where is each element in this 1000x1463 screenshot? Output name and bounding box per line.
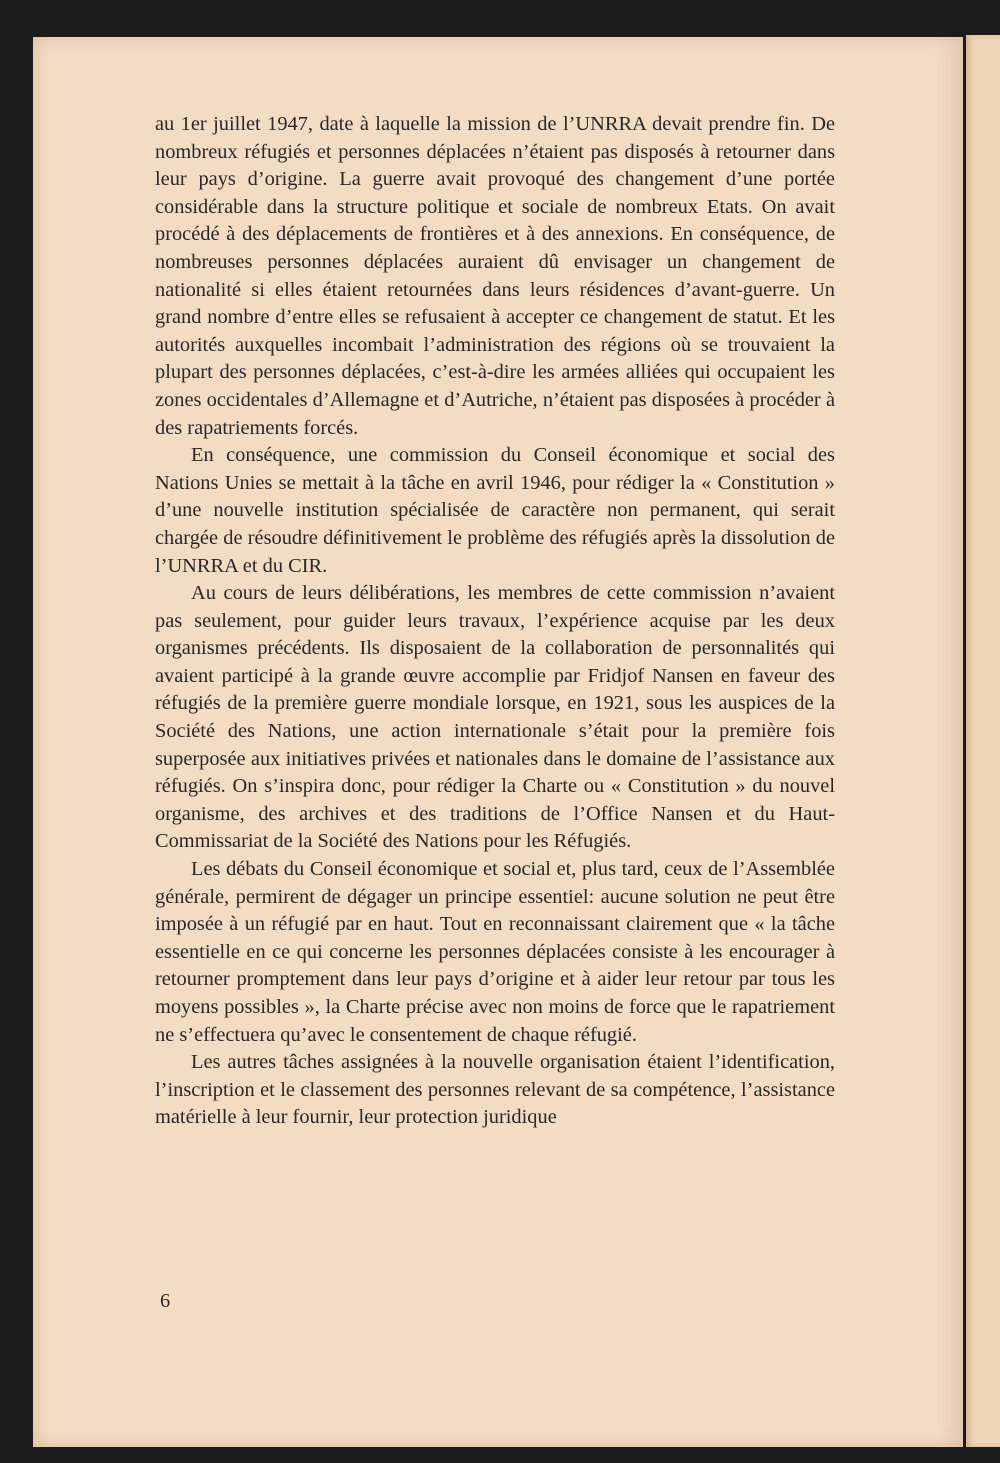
body-text <box>155 111 835 1132</box>
paragraph-1: au 1er juillet 1947, date à laquelle la mission de l’UNRRA devait prendre fin. De nombreux réfugiés et personnes déplacées n’étaient pas disposés à retourner dans leur pays d’origine. La guerre avait provoqué des changement d’une portée considérable dans la structure politique et sociale de nombreux Etats. On avait procédé à des déplacements de frontières et à des annexions. En conséquence, de nombreuses personnes déplacées auraient dû envisager un changement de nationalité si elles étaient retournées dans leurs résidences d’avant-guerre. Un grand nombre d’entre elles se refusaient à accepter ce changement de statut. Et les autorités auxquelles incombait l’administration des régions où se trouvaient la plupart des personnes déplacées, c’est-à-dire les armées alliées qui occupaient les zones occidentales d’Allemagne et d’Autriche, n’étaient pas disposées à procéder à des rapatriements forcés. <box>155 113 835 439</box>
paragraph-3: Au cours de leurs délibérations, les membres de cette commission n’avaient pas seulement, pour guider leurs travaux, l’expérience acquise par les deux organismes précédents. Ils disposaient de la collaboration de personnalités qui avaient participé à la grande œuvre accomplie par Fridjof Nansen en faveur des réfugiés de la première guerre mondiale lorsque, en 1921, sous les auspices de la Société des Nations, une action internationale s’était pour la première fois superposée aux initiatives privées et nationales dans le domaine de l’assistance aux réfugiés. On s’inspira donc, pour rédiger la Charte ou « Constitution » du nouvel organisme, des archives et des traditions de l’Office Nansen et du Haut-Commissariat de la Société des Nations pour les Réfugiés. <box>155 582 835 853</box>
paragraph-4: Les débats du Conseil économique et social et, plus tard, ceux de l’Assemblée générale, permirent de dégager un principe essentiel: aucune solution ne peut être imposée à un réfugié par en haut. Tout en reconnaissant clairement que « la tâche essentielle en ce qui concerne les personnes déplacées consiste à les encourager à retourner promptement dans leur pays d’origine et à aider leur retour par tous les moyens possibles », la Charte précise avec non moins de force que le rapatriement ne s’effectuera qu’avec le consentement de chaque réfugié. <box>155 858 835 1046</box>
paragraph-2: En conséquence, une commission du Conseil économique et social des Nations Unies se mettait à la tâche en avril 1946, pour rédiger la « Constitution » d’une nouvelle institution spécialisée de caractère non permanent, qui serait chargée de résoudre définitivement le problème des réfugiés après la dissolution de l’UNRRA et du CIR. <box>155 444 835 577</box>
page-number: 6 <box>160 1290 171 1312</box>
adjacent-page-edge <box>966 35 1000 1447</box>
paragraph-5: Les autres tâches assignées à la nouvelle organisation étaient l’identification, l’inscription et le classement des personnes relevant de sa compétence, l’assistance matérielle à leur fournir, leur protection juridique <box>155 1051 835 1129</box>
